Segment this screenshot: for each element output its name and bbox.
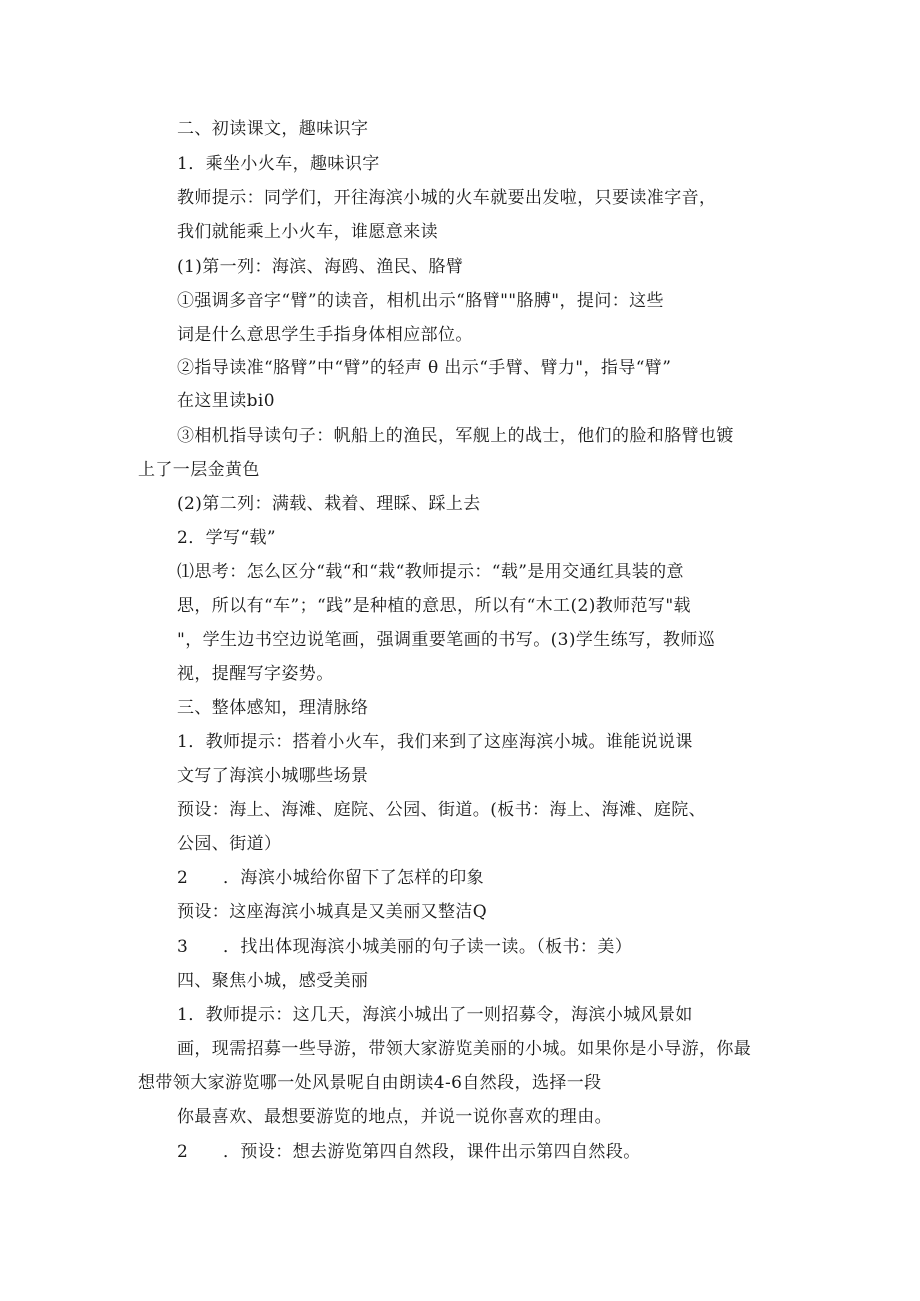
subsection-heading: 1．乘坐小火车，趣味识字 bbox=[177, 154, 380, 174]
paragraph-line: 1．教师提示：搭着小火车，我们来到了这座海滨小城。谁能说说课 bbox=[177, 732, 693, 752]
paragraph-line: 词是什么意思学生手指身体相应部位。 bbox=[177, 325, 473, 345]
paragraph-line: 教师提示：同学们，开往海滨小城的火车就要出发啦，只要读准字音， bbox=[177, 188, 717, 208]
paragraph-line: 上了一层金黄色 bbox=[138, 460, 260, 480]
paragraph-line: (2)第二列：满载、栽着、理睬、踩上去 bbox=[177, 494, 481, 514]
paragraph-line: 公园、街道） bbox=[177, 834, 282, 854]
paragraph-line: ③相机指导读句子：帆船上的渔民，军舰上的战士，他们的脸和胳臂也镀 bbox=[177, 426, 734, 446]
paragraph-line: 在这里读bi0 bbox=[177, 391, 275, 411]
paragraph-line: 想带领大家游览哪一处风景呢自由朗读4-6自然段，选择一段 bbox=[138, 1073, 602, 1093]
paragraph-line: 2 ．海滨小城给你留下了怎样的印象 bbox=[177, 868, 485, 888]
section-heading: 二、初读课文，趣味识字 bbox=[177, 119, 369, 139]
paragraph-line: "，学生边书空边说笔画，强调重要笔画的书写。(3)学生练写，教师巡 bbox=[177, 630, 716, 650]
section-heading: 四、聚焦小城，感受美丽 bbox=[177, 971, 369, 991]
paragraph-line: ②指导读准“胳臂”中“臂”的轻声 θ 出示“手臂、臂力"，指导“臂” bbox=[177, 358, 672, 378]
paragraph-line: 1．教师提示：这几天，海滨小城出了一则招募令，海滨小城风景如 bbox=[177, 1005, 693, 1025]
paragraph-line: ⑴思考：怎么区分“载“和“栽“教师提示：“载”是用交通红具装的意 bbox=[177, 562, 684, 582]
paragraph-line: 我们就能乘上小火车，谁愿意来读 bbox=[177, 222, 438, 242]
section-heading: 三、整体感知，理清脉络 bbox=[177, 698, 369, 718]
paragraph-line: 文写了海滨小城哪些场景 bbox=[177, 766, 369, 786]
paragraph-line: 视，提醒写字姿势。 bbox=[177, 664, 334, 684]
paragraph-line: 预设：海上、海滩、庭院、公园、街道。(板书：海上、海滩、庭院、 bbox=[177, 800, 707, 820]
paragraph-line: (1)第一列：海滨、海鸥、渔民、胳臂 bbox=[177, 257, 464, 277]
paragraph-line: 2 ．预设：想去游览第四自然段，课件出示第四自然段。 bbox=[177, 1142, 641, 1162]
paragraph-line: 预设：这座海滨小城真是又美丽又整洁Q bbox=[177, 902, 488, 922]
paragraph-line: 3 ．找出体现海滨小城美丽的句子读一读。（板书：美） bbox=[177, 937, 633, 957]
paragraph-line: 你最喜欢、最想要游览的地点，并说一说你喜欢的理由。 bbox=[177, 1107, 612, 1127]
paragraph-line: 思，所以有“车”；“践”是种植的意思，所以有“木工(2)教师范写"载 bbox=[177, 596, 691, 616]
subsection-heading: 2．学写“载” bbox=[177, 528, 276, 548]
paragraph-line: 画，现需招募一些导游，带领大家游览美丽的小城。如果你是小导游，你最 bbox=[177, 1039, 752, 1059]
paragraph-line: ①强调多音字“臂”的读音，相机出示“胳臂""胳膊"，提问：这些 bbox=[177, 291, 664, 311]
